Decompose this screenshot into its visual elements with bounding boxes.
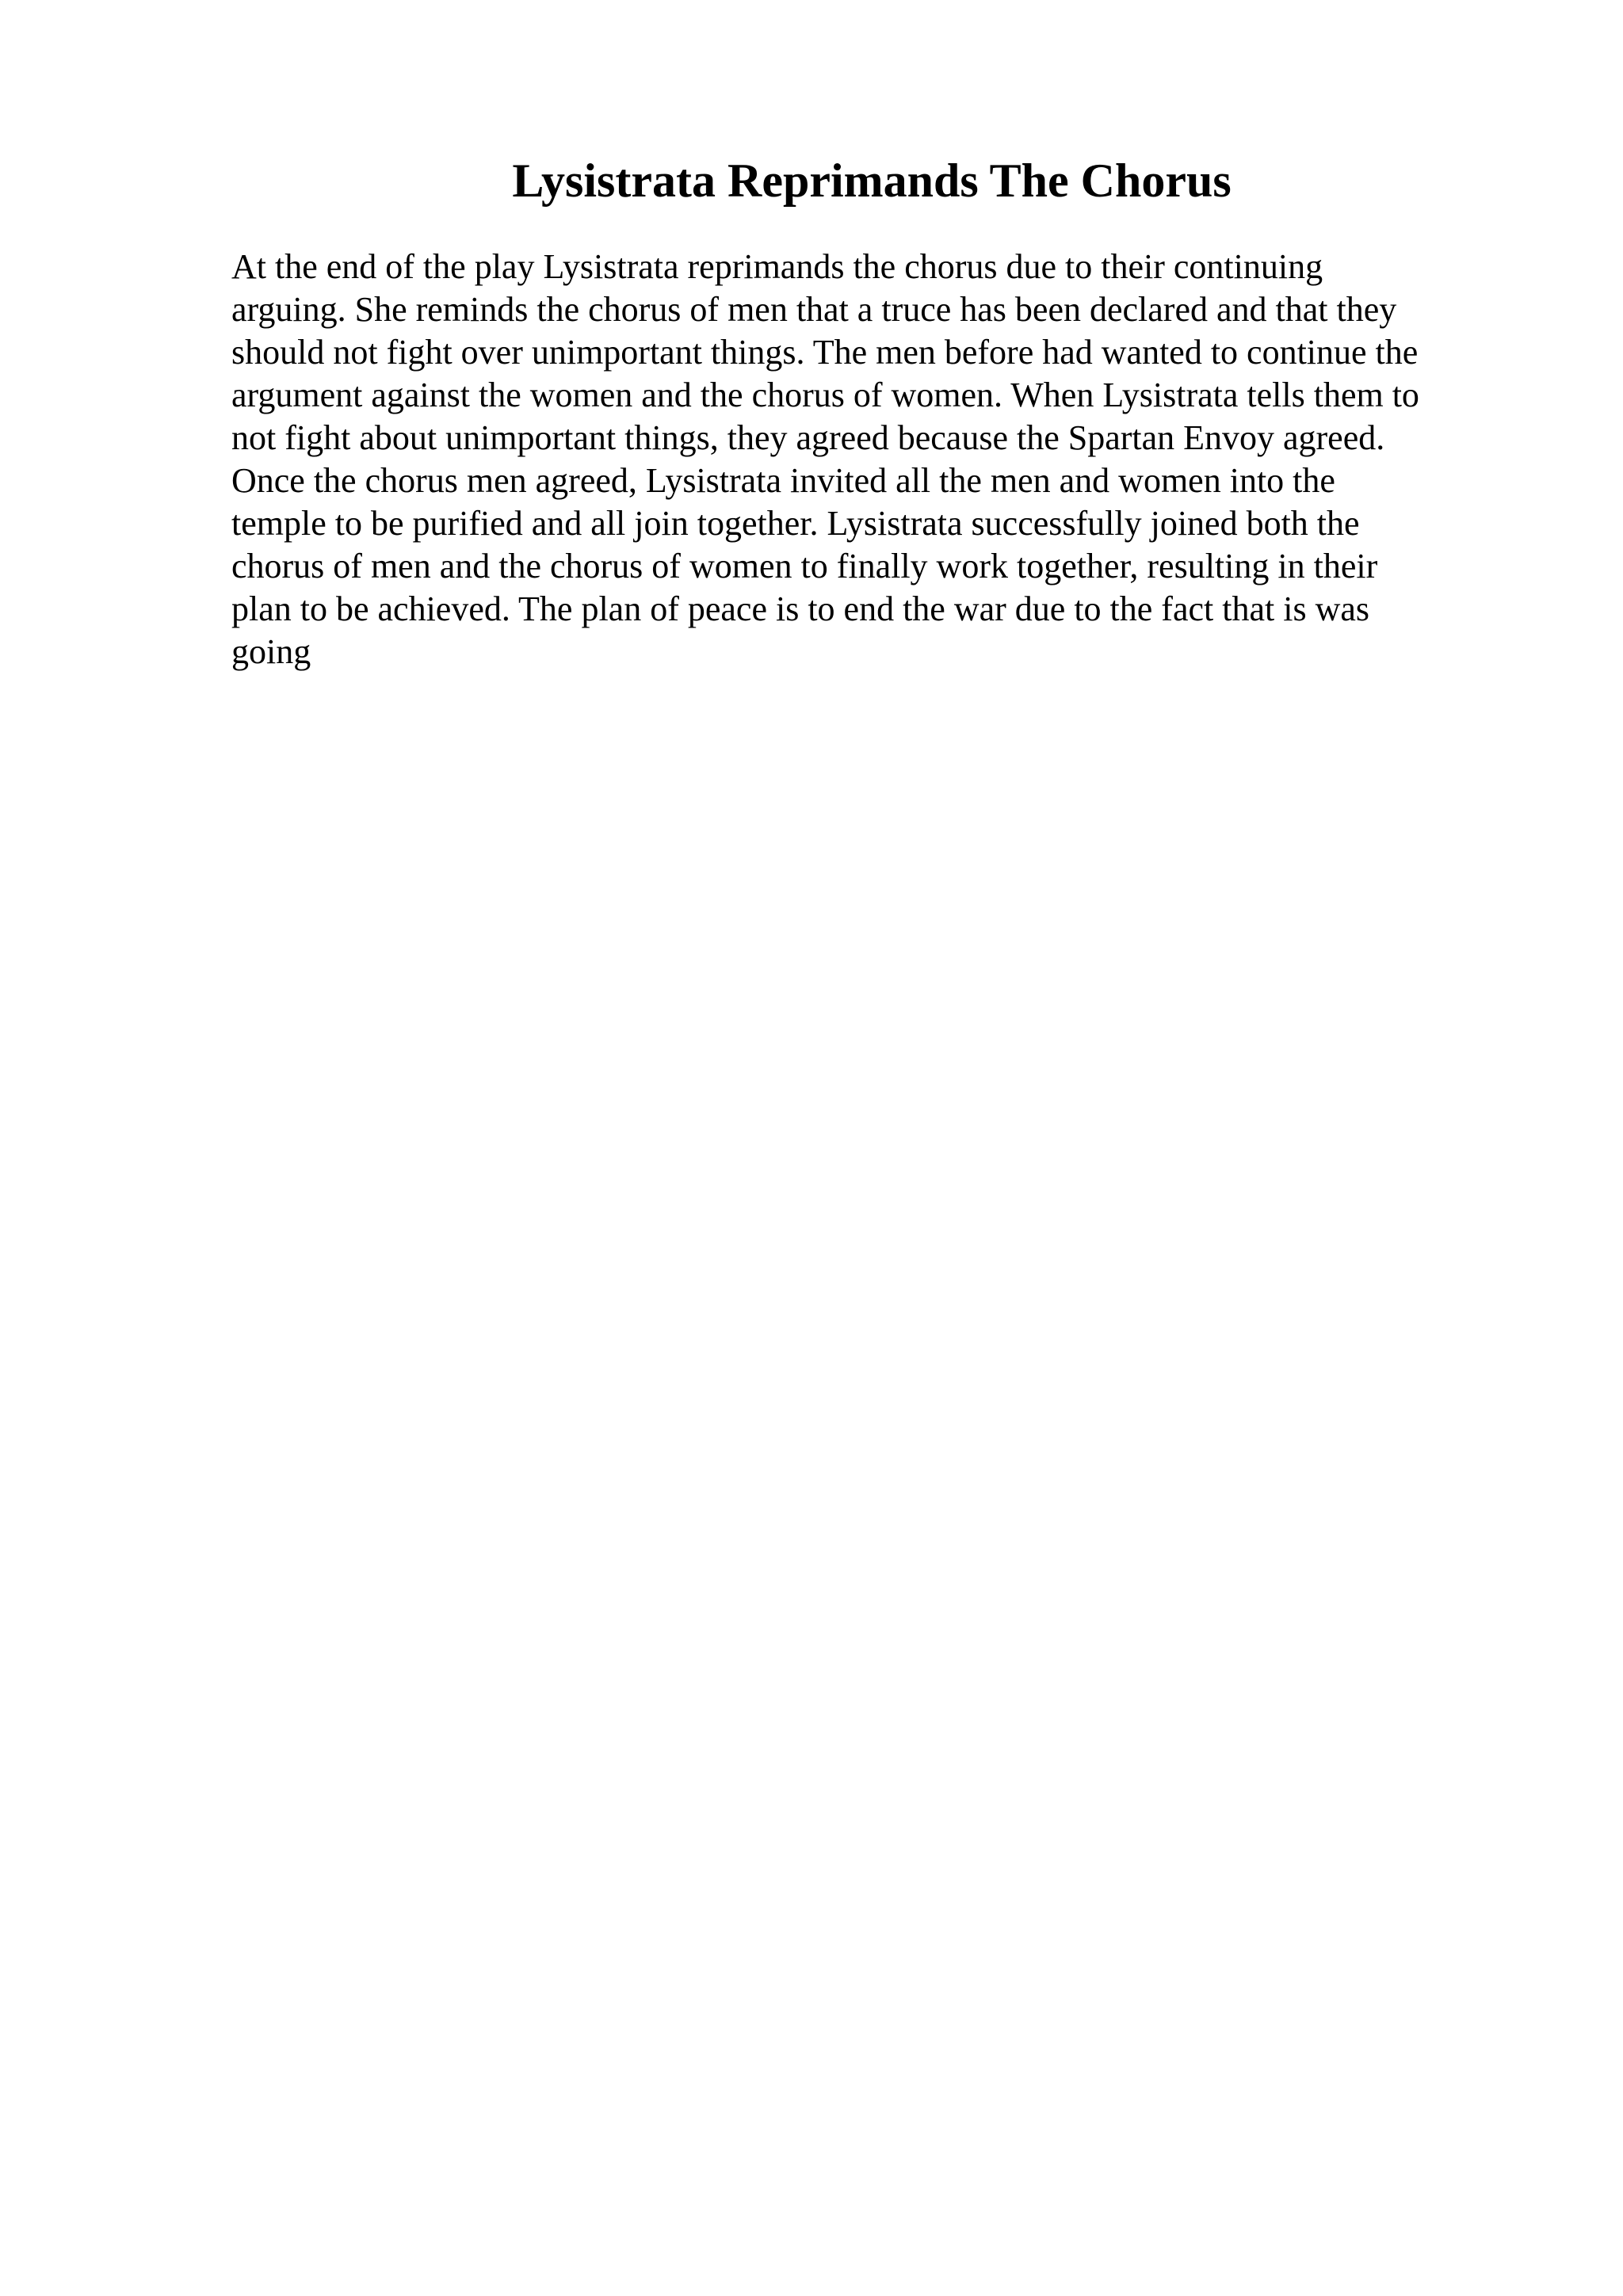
body-paragraph — [231, 246, 1531, 673]
paragraph-line: should not fight over unimportant things. The men before had wanted to continue the — [231, 333, 1419, 372]
paragraph-line: chorus of men and the chorus of women to finally work together, resulting in their — [231, 547, 1378, 585]
paragraph-line: going — [231, 632, 311, 671]
paragraph-line: temple to be purified and all join together. Lysistrata successfully joined both the — [231, 504, 1360, 543]
paragraph-line: argument against the women and the chorus of women. When Lysistrata tells them to — [231, 376, 1419, 414]
paragraph-line: At the end of the play Lysistrata reprimands the chorus due to their continuing — [231, 247, 1323, 286]
paragraph-line: not fight about unimportant things, they agreed because the Spartan Envoy agreed. — [231, 418, 1385, 457]
paragraph-line: arguing. She reminds the chorus of men that a truce has been declared and that they — [231, 290, 1397, 329]
document-title: Lysistrata Reprimands The Chorus — [512, 154, 1232, 207]
paragraph-line: Once the chorus men agreed, Lysistrata invited all the men and women into the — [231, 461, 1335, 500]
paragraph-line: plan to be achieved. The plan of peace is to end the war due to the fact that is was — [231, 589, 1369, 628]
